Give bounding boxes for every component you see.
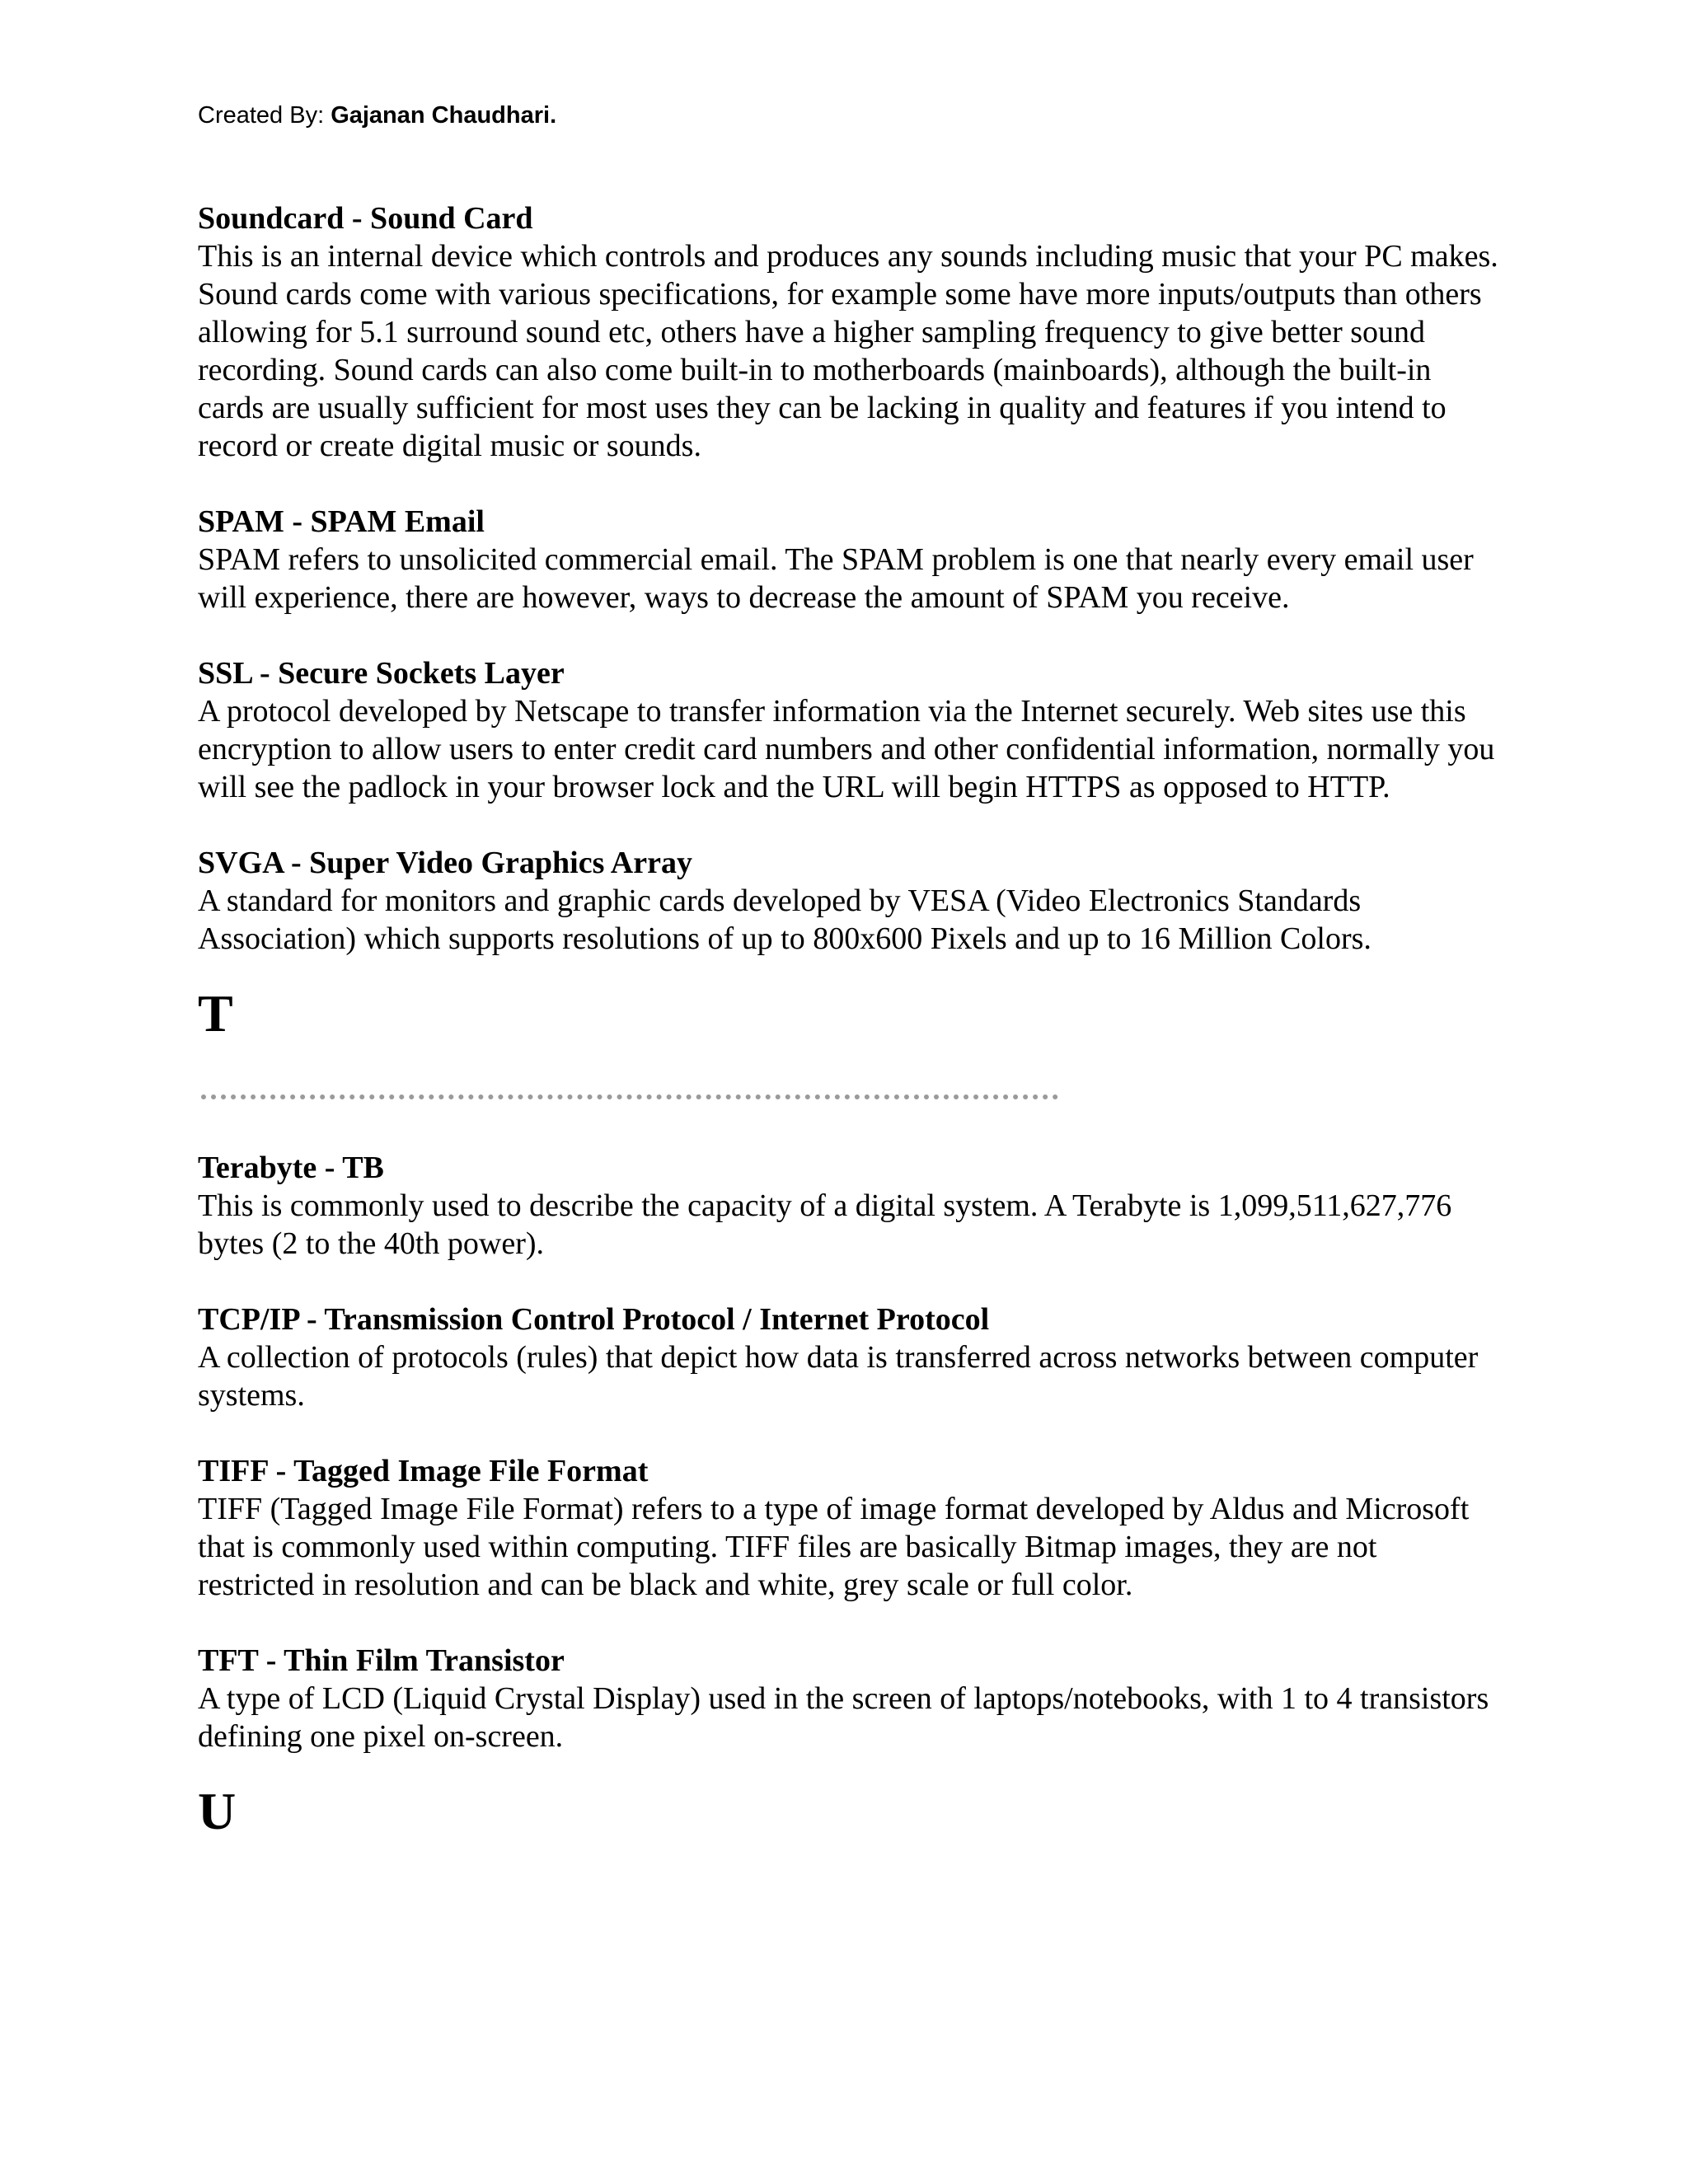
entry-definition: A collection of protocols (rules) that depict how data is transferred across networks between computer systems. [198,1340,1479,1413]
glossary-entry [198,199,1500,465]
glossary-entry [198,1149,1500,1263]
entry-definition: TIFF (Tagged Image File Format) refers to a type of image format developed by Aldus and Microsoft that is commonly used within computing. TIFF files are basically Bitmap images, they are not restricted in resolution and can be black and white, grey scale or full color. [198,1492,1470,1602]
author-name: Gajanan Chaudhari. [331,102,557,129]
glossary-entry [198,844,1500,958]
glossary-entry [198,1452,1500,1604]
glossary-entry [198,654,1500,806]
entry-term: SPAM - SPAM Email [198,504,485,539]
document-page [198,99,1500,1843]
entry-term: Soundcard - Sound Card [198,201,533,236]
entry-definition: SPAM refers to unsolicited commercial email. The SPAM problem is one that nearly every email user will experience, there are however, ways to decrease the amount of SPAM you receive. [198,542,1474,615]
entry-term: SSL - Secure Sockets Layer [198,656,565,691]
entry-definition: This is commonly used to describe the capacity of a digital system. A Terabyte is 1,099,511,627,776 bytes (2 to the 40th power). [198,1188,1452,1261]
created-by-label: Created By: [198,102,331,129]
entry-definition: A standard for monitors and graphic cards developed by VESA (Video Electronics Standards Association) which supports resolutions of up to 800x600 Pixels and up to 16 Million Colors. [198,883,1372,956]
glossary-entry [198,1642,1500,1755]
entry-definition: This is an internal device which controls and produces any sounds including music that your PC makes. Sound cards come with various specifications, for example some have more inputs/outputs than others allowing for 5.1 surround sound etc, others have a higher sampling frequency to give better sound recording. Sound cards can also come built-in to motherboards (mainboards), although the built-in cards are usually sufficient for most uses they can be lacking in quality and features if you intend to record or create digital music or sounds. [198,239,1498,463]
glossary-entry [198,1301,1500,1414]
glossary-entry [198,503,1500,616]
letter-heading-t: T [198,984,233,1043]
entry-term: Terabyte - TB [198,1151,384,1185]
entry-definition: A protocol developed by Netscape to transfer information via the Internet securely. Web sites use this encryption to allow users to enter credit card numbers and other confidential information, normally you will see the padlock in your browser lock and the URL will begin HTTPS as opposed to HTTP. [198,694,1495,804]
letter-heading-u: U [198,1782,237,1840]
entry-term: SVGA - Super Video Graphics Array [198,846,692,880]
entry-term: TCP/IP - Transmission Control Protocol / Internet Protocol [198,1302,990,1337]
entry-term: TFT - Thin Film Transistor [198,1643,565,1678]
entry-definition: A type of LCD (Liquid Crystal Display) used in the screen of laptops/notebooks, with 1 to 4 transistors defining one pixel on-screen. [198,1681,1489,1754]
letter-divider [201,1094,1058,1099]
entry-term: TIFF - Tagged Image File Format [198,1454,649,1488]
created-by-header [198,99,1500,132]
